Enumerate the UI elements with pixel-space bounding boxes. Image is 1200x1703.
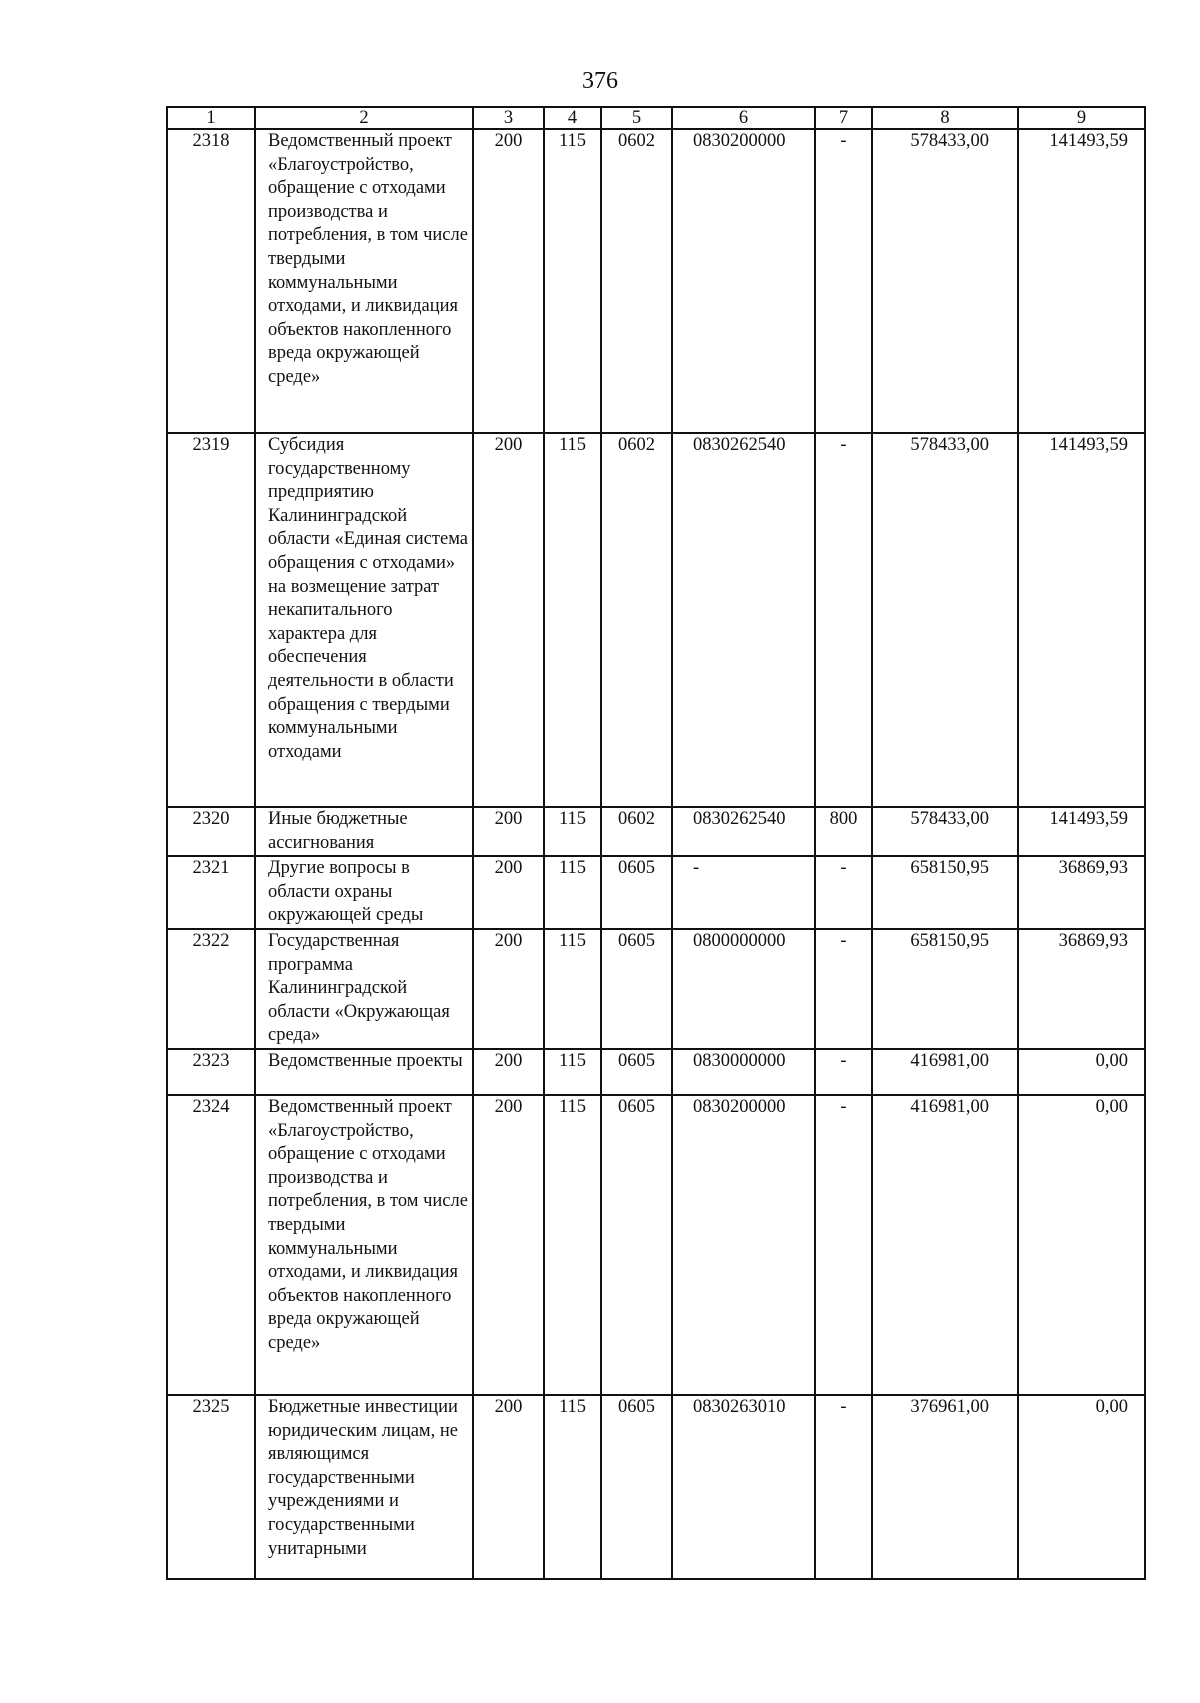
expense-type-cell: - [815, 1095, 872, 1395]
header-cell: 7 [815, 107, 872, 129]
section-code-cell: 0602 [601, 433, 672, 807]
table-row [167, 1395, 1145, 1579]
table-row [167, 129, 1145, 433]
amount-cell: 658150,95 [872, 929, 1018, 1049]
target-article-cell: 0830200000 [672, 1095, 815, 1395]
table-row [167, 1095, 1145, 1395]
executed-amount-cell: 36869,93 [1018, 856, 1145, 929]
row-number-cell: 2325 [167, 1395, 255, 1579]
section-code-cell: 0605 [601, 1395, 672, 1579]
table-row [167, 807, 1145, 856]
amount-cell: 578433,00 [872, 433, 1018, 807]
row-name-cell: Государственная программа Калининградской области «Окружающая среда» [255, 929, 473, 1049]
table-row [167, 433, 1145, 807]
admin-code-cell: 200 [473, 433, 544, 807]
executed-amount-cell: 141493,59 [1018, 129, 1145, 433]
ministry-code-cell: 115 [544, 1049, 601, 1095]
admin-code-cell: 200 [473, 129, 544, 433]
expense-type-cell: - [815, 1395, 872, 1579]
row-name-cell: Иные бюджетные ассигнования [255, 807, 473, 856]
budget-table [166, 106, 1146, 1580]
expense-type-cell: - [815, 856, 872, 929]
expense-type-cell: - [815, 929, 872, 1049]
row-number-cell: 2321 [167, 856, 255, 929]
executed-amount-cell: 0,00 [1018, 1095, 1145, 1395]
header-cell: 1 [167, 107, 255, 129]
table-header-row [167, 107, 1145, 129]
section-code-cell: 0605 [601, 856, 672, 929]
target-article-cell: 0800000000 [672, 929, 815, 1049]
ministry-code-cell: 115 [544, 929, 601, 1049]
executed-amount-cell: 141493,59 [1018, 807, 1145, 856]
row-number-cell: 2318 [167, 129, 255, 433]
row-name-cell: Бюджетные инвестиции юридическим лицам, не являющимся государственными учреждениями и государственными унитарными [255, 1395, 473, 1579]
page-number: 376 [582, 68, 618, 94]
row-number-cell: 2320 [167, 807, 255, 856]
ministry-code-cell: 115 [544, 129, 601, 433]
header-cell: 4 [544, 107, 601, 129]
row-number-cell: 2323 [167, 1049, 255, 1095]
admin-code-cell: 200 [473, 929, 544, 1049]
header-cell: 9 [1018, 107, 1145, 129]
row-name-cell: Ведомственные проекты [255, 1049, 473, 1095]
section-code-cell: 0605 [601, 1049, 672, 1095]
executed-amount-cell: 36869,93 [1018, 929, 1145, 1049]
table-row [167, 929, 1145, 1049]
executed-amount-cell: 141493,59 [1018, 433, 1145, 807]
row-number-cell: 2324 [167, 1095, 255, 1395]
row-name-cell: Ведомственный проект «Благоустройство, обращение с отходами производства и потребления, в том числе твердыми коммунальными отходами, и ликвидация объектов накопленного вреда окружающей среде» [255, 1095, 473, 1395]
section-code-cell: 0602 [601, 807, 672, 856]
expense-type-cell: 800 [815, 807, 872, 856]
row-name-cell: Другие вопросы в области охраны окружающей среды [255, 856, 473, 929]
table-row [167, 1049, 1145, 1095]
row-number-cell: 2322 [167, 929, 255, 1049]
amount-cell: 658150,95 [872, 856, 1018, 929]
amount-cell: 416981,00 [872, 1095, 1018, 1395]
executed-amount-cell: 0,00 [1018, 1395, 1145, 1579]
ministry-code-cell: 115 [544, 1095, 601, 1395]
section-code-cell: 0605 [601, 1095, 672, 1395]
row-name-cell: Ведомственный проект «Благоустройство, обращение с отходами производства и потребления, в том числе твердыми коммунальными отходами, и ликвидация объектов накопленного вреда окружающей среде» [255, 129, 473, 433]
target-article-cell: 0830200000 [672, 129, 815, 433]
admin-code-cell: 200 [473, 1095, 544, 1395]
ministry-code-cell: 115 [544, 1395, 601, 1579]
header-cell: 6 [672, 107, 815, 129]
header-cell: 3 [473, 107, 544, 129]
header-cell: 5 [601, 107, 672, 129]
target-article-cell: 0830262540 [672, 433, 815, 807]
admin-code-cell: 200 [473, 1395, 544, 1579]
target-article-cell: 0830263010 [672, 1395, 815, 1579]
amount-cell: 416981,00 [872, 1049, 1018, 1095]
header-cell: 8 [872, 107, 1018, 129]
row-name-cell: Субсидия государственному предприятию Калининградской области «Единая система обращения с отходами» на возмещение затрат некапитального характера для обеспечения деятельности в области обращения с твердыми коммунальными отходами [255, 433, 473, 807]
amount-cell: 578433,00 [872, 129, 1018, 433]
target-article-cell: - [672, 856, 815, 929]
ministry-code-cell: 115 [544, 807, 601, 856]
row-number-cell: 2319 [167, 433, 255, 807]
admin-code-cell: 200 [473, 807, 544, 856]
ministry-code-cell: 115 [544, 433, 601, 807]
amount-cell: 578433,00 [872, 807, 1018, 856]
table-row [167, 856, 1145, 929]
target-article-cell: 0830000000 [672, 1049, 815, 1095]
header-cell: 2 [255, 107, 473, 129]
section-code-cell: 0602 [601, 129, 672, 433]
amount-cell: 376961,00 [872, 1395, 1018, 1579]
admin-code-cell: 200 [473, 856, 544, 929]
target-article-cell: 0830262540 [672, 807, 815, 856]
section-code-cell: 0605 [601, 929, 672, 1049]
expense-type-cell: - [815, 1049, 872, 1095]
expense-type-cell: - [815, 129, 872, 433]
ministry-code-cell: 115 [544, 856, 601, 929]
executed-amount-cell: 0,00 [1018, 1049, 1145, 1095]
admin-code-cell: 200 [473, 1049, 544, 1095]
expense-type-cell: - [815, 433, 872, 807]
